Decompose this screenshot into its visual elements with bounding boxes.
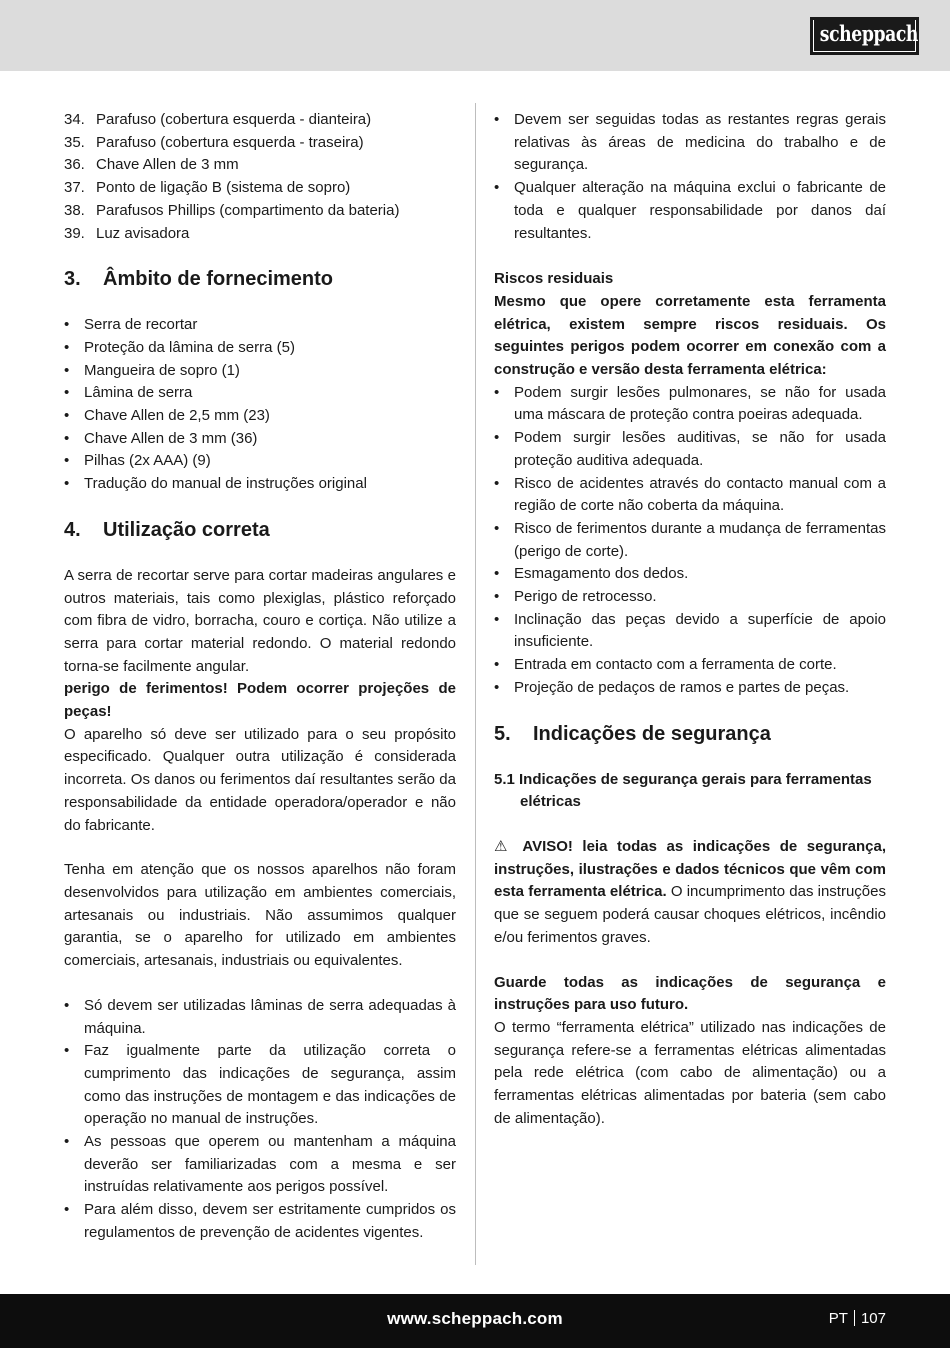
intended-use-paragraph: A serra de recortar serve para cortar madeiras angulares e outros materiais, tais como plexiglas, plástico reforçado com fibra de vidro, borracha, couro e cortiça. Não utilize a serra para cortar material redondo. O material redondo torna-se facilmente angular.	[64, 566, 456, 675]
list-item: • Proteção da lâmina de serra (5)	[64, 337, 456, 360]
list-item	[64, 154, 456, 177]
language-code: PT	[828, 1310, 848, 1327]
item-text: Luz avisadora	[96, 224, 190, 242]
list-item: • Risco de ferimentos durante a mudança de ferramentas (perigo de corte).	[494, 518, 886, 563]
item-text: Parafuso (cobertura esquerda - traseira)	[96, 133, 364, 151]
commercial-use-paragraph: Tenha em atenção que os nossos aparelhos não foram desenvolvidos para utilização em ambientes comerciais, artesanais ou industriais. Não assumimos qualquer garantia, se o aparelho for utilizado em ambientes comerciais, artesanais, industriais ou equivalentes.	[64, 861, 456, 970]
header-band	[0, 0, 950, 71]
residual-risks-intro: Mesmo que opere corretamente esta ferramenta elétrica, existem sempre riscos residuais. Os seguintes perigos podem ocorrer em conexão com a construção e versão desta ferramenta elétrica:	[494, 292, 886, 379]
list-item: • Esmagamento dos dedos.	[494, 563, 886, 586]
brand-logo	[810, 17, 919, 55]
section-5-heading	[494, 721, 886, 747]
list-item: • Mangueira de sopro (1)	[64, 360, 456, 383]
keep-instructions-title: Guarde todas as indicações de segurança e instruções para uso futuro.	[494, 973, 886, 1014]
list-item	[64, 132, 456, 155]
item-number: 34.	[64, 111, 85, 128]
list-item: • Entrada em contacto com a ferramenta de corte.	[494, 654, 886, 677]
general-rules-bullets	[494, 109, 886, 245]
warning-icon: ⚠	[494, 837, 513, 855]
intended-use-bullets	[64, 995, 456, 1245]
brand-name: scheppach	[819, 21, 919, 46]
page-indicator	[829, 1310, 886, 1327]
list-item	[64, 109, 456, 132]
intended-use-paragraph: O aparelho só deve ser utilizado para o seu propósito especificado. Qualquer outra utilização é considerada incorreta. Os danos ou ferimentos daí resultantes serão da responsabilidade da entidade operadora/operador e não do fabricante.	[64, 725, 456, 834]
section-4-heading	[64, 517, 456, 543]
subsection-5-1-title: 5.1 Indicações de segurança gerais para ferramentas elétricas	[494, 770, 872, 811]
column-divider	[475, 103, 476, 1265]
list-item: • Qualquer alteração na máquina exclui o fabricante de toda e qualquer responsabilidade por danos daí resultantes.	[494, 177, 886, 245]
list-item	[64, 223, 456, 246]
section-3-heading	[64, 266, 456, 292]
list-item: • As pessoas que operem ou mantenham a máquina deverão ser familiarizadas com a mesma e ser instruídas relativamente aos perigos possível.	[64, 1131, 456, 1199]
list-item: • Lâmina de serra	[64, 382, 456, 405]
list-item: • Perigo de retrocesso.	[494, 586, 886, 609]
residual-risks-list	[494, 382, 886, 700]
list-item	[64, 177, 456, 200]
page-number: 107	[860, 1310, 886, 1327]
list-item: • Só devem ser utilizadas lâminas de serra adequadas à máquina.	[64, 995, 456, 1040]
warning-bold-text: AVISO! leia todas as indicações de segurança, instruções, ilustrações e dados técnicos que vêm com esta ferramenta elétrica.	[494, 837, 886, 901]
list-item: • Serra de recortar	[64, 314, 456, 337]
section-title: Âmbito de fornecimento	[103, 268, 334, 291]
power-tool-definition: O termo “ferramenta elétrica” utilizado nas indicações de segurança refere-se a ferramentas elétricas alimentadas pela rede elétrica (com cabo de alimentação) ou a ferramentas elétricas alimentadas por bateria (sem cabo de alimentação).	[494, 1018, 886, 1127]
section-title: Utilização correta	[103, 518, 270, 541]
list-item: • Devem ser seguidas todas as restantes regras gerais relativas às áreas de medicina do trabalho e de segurança.	[494, 109, 886, 177]
injury-warning: perigo de ferimentos! Podem ocorrer projeções de peças!	[64, 680, 456, 721]
parts-list	[64, 109, 456, 245]
item-number: 35.	[64, 133, 85, 151]
warning-paragraph	[494, 836, 886, 950]
item-text: Parafuso (cobertura esquerda - dianteira)	[96, 111, 372, 128]
residual-risks-title: Riscos residuais	[494, 270, 614, 288]
list-item: • Projeção de pedaços de ramos e partes de peças.	[494, 677, 886, 700]
website-url: www.scheppach.com	[387, 1309, 563, 1328]
list-item: • Tradução do manual de instruções original	[64, 473, 456, 496]
list-item: • Pilhas (2x AAA) (9)	[64, 450, 456, 473]
item-number: 37.	[64, 179, 85, 197]
right-column	[494, 106, 886, 1130]
list-item: • Para além disso, devem ser estritamente cumpridos os regulamentos de prevenção de acidentes vigentes.	[64, 1199, 456, 1244]
section-number: 3.	[64, 268, 81, 291]
item-number: 36.	[64, 156, 85, 174]
item-text: Parafusos Phillips (compartimento da bateria)	[96, 201, 400, 219]
scope-of-delivery-list	[64, 314, 456, 496]
list-item: • Podem surgir lesões pulmonares, se não for usada uma máscara de proteção contra poeiras adequada.	[494, 382, 886, 427]
list-item	[64, 200, 456, 223]
list-item: • Risco de acidentes através do contacto manual com a região de corte não coberta da máquina.	[494, 473, 886, 518]
list-item: • Podem surgir lesões auditivas, se não for usada proteção auditiva adequada.	[494, 427, 886, 472]
section-number: 5.	[494, 722, 511, 745]
footer	[0, 1294, 950, 1348]
page-separator	[854, 1310, 855, 1326]
item-number: 39.	[64, 224, 85, 242]
section-title: Indicações de segurança	[533, 722, 771, 745]
item-number: 38.	[64, 201, 85, 219]
warning-text: O incumprimento das instruções que se seguem poderá causar choques elétricos, incêndio e/ou ferimentos graves.	[494, 883, 886, 946]
list-item: • Chave Allen de 2,5 mm (23)	[64, 405, 456, 428]
list-item: • Chave Allen de 3 mm (36)	[64, 428, 456, 451]
item-text: Ponto de ligação B (sistema de sopro)	[96, 179, 351, 197]
item-text: Chave Allen de 3 mm	[96, 156, 239, 174]
list-item: • Faz igualmente parte da utilização correta o cumprimento das indicações de segurança, assim como das instruções de montagem e das indicações de operação no manual de instruções.	[64, 1040, 456, 1131]
list-item: • Inclinação das peças devido a superfície de apoio insuficiente.	[494, 609, 886, 654]
left-column	[64, 106, 456, 1245]
section-number: 4.	[64, 518, 81, 541]
